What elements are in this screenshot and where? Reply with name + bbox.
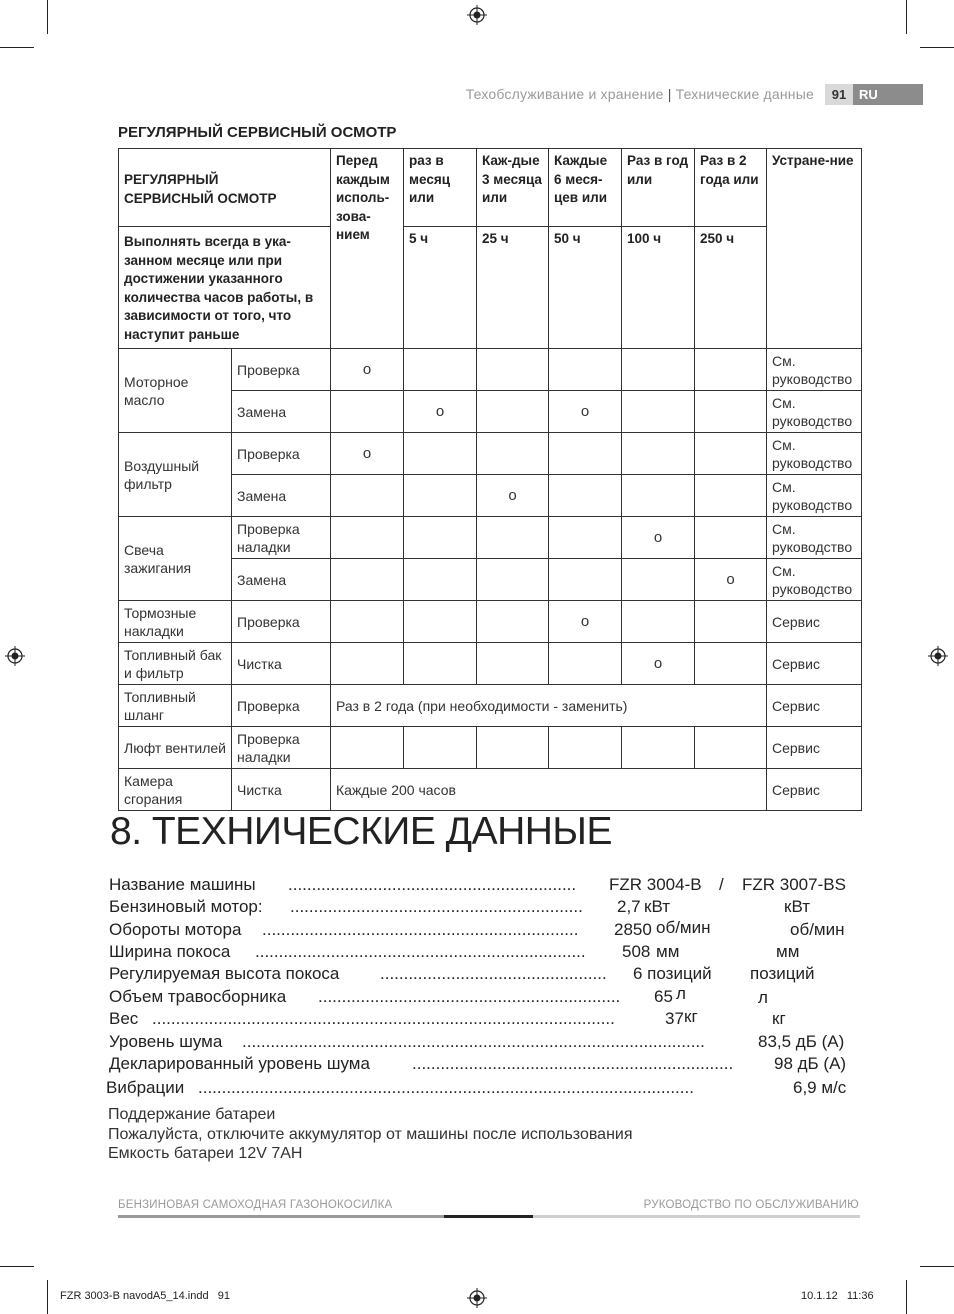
- table-row: [119, 643, 862, 685]
- spec-unit-alt: мм: [776, 942, 800, 961]
- item-cell: Моторное масло: [119, 349, 232, 433]
- header-section: Техобслуживание и хранение: [465, 86, 664, 102]
- interval-mark: o: [404, 391, 477, 433]
- crop-mark: [0, 47, 34, 48]
- page-number: 91: [825, 84, 853, 105]
- hours-5: 5 ч: [404, 227, 477, 349]
- task-cell: Проверка: [232, 433, 331, 475]
- hours-50: 50 ч: [549, 227, 622, 349]
- spec-value-alt: FZR 3007-BS: [742, 875, 846, 894]
- remedy-cell: См. руководство: [767, 391, 862, 433]
- footer-rule: [533, 1215, 860, 1218]
- interval-note: Раз в 2 года (при необходимости - заменить): [331, 685, 767, 727]
- running-header: [466, 86, 814, 102]
- interval-note: Каждые 200 часов: [331, 769, 767, 811]
- task-cell: Проверка наладки: [232, 727, 331, 769]
- remedy-cell: Сервис: [767, 643, 862, 685]
- spec-label: Регулируемая высота покоса: [109, 964, 340, 983]
- item-cell: Воздушный фильтр: [119, 433, 232, 517]
- task-cell: Проверка: [232, 685, 331, 727]
- spec-value: 2850: [614, 920, 652, 939]
- interval-mark: o: [549, 391, 622, 433]
- spec-dots: ..................................................................................................: [152, 1009, 615, 1028]
- remedy-cell: См. руководство: [767, 433, 862, 475]
- spec-unit-alt: кВт: [784, 897, 810, 916]
- remedy-cell: См. руководство: [767, 349, 862, 391]
- spec-label: Вибрации: [106, 1078, 185, 1097]
- crop-mark: [920, 1266, 954, 1267]
- section-title: РЕГУЛЯРНЫЙ СЕРВИСНЫЙ ОСМОТР: [118, 124, 397, 141]
- col-3-months: Каж-дые 3 месяца или: [477, 149, 549, 227]
- spec-label: Бензиновый мотор:: [109, 897, 263, 916]
- item-cell: Камера сгорания: [119, 769, 232, 811]
- spec-value: 37: [665, 1009, 684, 1028]
- crop-mark: [906, 1280, 907, 1314]
- chapter-title: 8. ТЕХНИЧЕСКИЕ ДАННЫЕ: [110, 810, 612, 853]
- interval-mark: o: [477, 475, 549, 517]
- col-monthly: раз в месяц или: [404, 149, 477, 227]
- table-header-label: РЕГУЛЯРНЫЙ СЕРВИСНЫЙ ОСМОТР: [119, 149, 331, 227]
- spec-value: FZR 3004-B: [609, 875, 702, 894]
- footer-right: РУКОВОДСТВО ПО ОБСЛУЖИВАНИЮ: [643, 1199, 859, 1211]
- crop-mark: [47, 0, 48, 34]
- remedy-cell: См. руководство: [767, 475, 862, 517]
- registration-mark-icon: [928, 646, 948, 666]
- spec-unit: мм: [656, 942, 680, 961]
- spec-unit: кВт: [644, 897, 670, 916]
- spec-value: 508: [622, 942, 651, 961]
- crop-mark: [47, 1280, 48, 1314]
- item-cell: Топливный бак и фильтр: [119, 643, 232, 685]
- item-cell: Тормозные накладки: [119, 601, 232, 643]
- item-cell: Топливный шланг: [119, 685, 232, 727]
- spec-unit-alt: об/мин: [790, 920, 845, 939]
- spec-label: Уровень шума: [109, 1032, 223, 1051]
- item-cell: Люфт вентилей: [119, 727, 232, 769]
- spec-dots: .........................................................................................................: [198, 1078, 694, 1097]
- col-6-months: Каждые 6 меся-цев или: [549, 149, 622, 227]
- remedy-cell: Сервис: [767, 601, 862, 643]
- table-header-note: Выполнять всегда в ука-занном месяце или при достижении указанного количества часов работы, в зависимости от того, что наступит раньше: [119, 227, 331, 349]
- spec-unit-alt: л: [758, 988, 768, 1007]
- spec-unit-alt: кг: [772, 1009, 786, 1028]
- task-cell: Чистка: [232, 769, 331, 811]
- remedy-cell: Сервис: [767, 769, 862, 811]
- crop-mark: [920, 47, 954, 48]
- spec-row: [109, 875, 256, 895]
- col-yearly: Раз в год или: [622, 149, 695, 227]
- spec-dots: ...................................................................: [262, 920, 579, 939]
- interval-mark: o: [331, 349, 404, 391]
- task-cell: Чистка: [232, 643, 331, 685]
- item-cell: Свеча зажигания: [119, 517, 232, 601]
- task-cell: Проверка: [232, 601, 331, 643]
- spec-value-alt: 6,9 м/с: [793, 1078, 847, 1097]
- spec-dots: ....................................................................: [412, 1054, 734, 1073]
- footer-left: БЕНЗИНОВАЯ САМОХОДНАЯ ГАЗОНОКОСИЛКА: [118, 1199, 393, 1211]
- spec-separator: /: [719, 875, 724, 894]
- crop-mark: [0, 1266, 34, 1267]
- spec-label: Ширина покоса: [109, 942, 231, 961]
- spec-label: Название машины: [109, 875, 256, 894]
- battery-note: Емкость батареи 12V 7AH: [108, 1145, 303, 1162]
- spec-label: Декларированный уровень шума: [109, 1054, 370, 1073]
- hours-250: 250 ч: [695, 227, 767, 349]
- interval-mark: o: [695, 559, 767, 601]
- remedy-cell: Сервис: [767, 685, 862, 727]
- spec-value-alt: 83,5 дБ (А): [758, 1032, 845, 1051]
- spec-label: Объем травосборника: [109, 987, 287, 1006]
- registration-mark-icon: [5, 646, 25, 666]
- spec-dots: ..................................................................................................: [242, 1032, 705, 1051]
- crop-mark: [906, 0, 907, 34]
- task-cell: Замена: [232, 475, 331, 517]
- spec-unit: кг: [684, 1007, 698, 1026]
- interval-mark: o: [622, 517, 695, 559]
- spec-unit: об/мин: [656, 918, 711, 937]
- spec-value: 65: [654, 987, 673, 1006]
- interval-mark: o: [622, 643, 695, 685]
- spec-label: Обороты мотора: [109, 920, 242, 939]
- spec-value: 6 позиций: [633, 964, 712, 983]
- col-2-years: Раз в 2 года или: [695, 149, 767, 227]
- print-slug-file: FZR 3003-B navodA5_14.indd 91: [60, 1290, 231, 1302]
- interval-mark: o: [549, 601, 622, 643]
- spec-dots: ..............................................................: [290, 897, 583, 916]
- task-cell: Замена: [232, 391, 331, 433]
- header-chapter: Технические данные: [675, 86, 814, 102]
- battery-note: Пожалуйста, отключите аккумулятор от машины после использования: [108, 1126, 633, 1143]
- col-remedy: Устране-ние: [767, 149, 862, 349]
- remedy-cell: См. руководство: [767, 559, 862, 601]
- spec-value-alt: 98 дБ (А): [774, 1054, 847, 1073]
- hours-25: 25 ч: [477, 227, 549, 349]
- header-separator: |: [667, 86, 672, 102]
- table-row: [119, 601, 862, 643]
- battery-note: Поддержание батареи: [108, 1106, 276, 1123]
- registration-mark-icon: [467, 1288, 487, 1308]
- table-row: [119, 685, 862, 727]
- footer-rule: [118, 1215, 444, 1218]
- interval-mark: o: [331, 433, 404, 475]
- remedy-cell: Сервис: [767, 727, 862, 769]
- col-before-each-use: Перед каждым исполь-зова-нием: [331, 149, 404, 349]
- spec-dots: ......................................................................: [255, 942, 586, 961]
- table-row: [119, 517, 862, 559]
- registration-mark-icon: [467, 5, 487, 25]
- task-cell: Проверка: [232, 349, 331, 391]
- spec-dots: ................................................................: [318, 987, 621, 1006]
- print-slug-date: 10.1.12 11:36: [801, 1290, 874, 1302]
- task-cell: Замена: [232, 559, 331, 601]
- spec-unit-alt: позиций: [750, 964, 815, 983]
- spec-unit: л: [676, 984, 686, 1003]
- table-row: [119, 433, 862, 475]
- footer-rule-accent: [444, 1215, 533, 1218]
- table-row: [119, 349, 862, 391]
- task-cell: Проверка наладки: [232, 517, 331, 559]
- spec-dots: ................................................: [380, 964, 607, 983]
- spec-label: Вес: [109, 1009, 139, 1028]
- table-row: [119, 727, 862, 769]
- remedy-cell: См. руководство: [767, 517, 862, 559]
- spec-dots: .............................................................: [288, 875, 577, 894]
- table-row: [119, 769, 862, 811]
- spec-value: 2,7: [617, 897, 641, 916]
- hours-100: 100 ч: [622, 227, 695, 349]
- language-badge: RU: [853, 84, 923, 105]
- service-table: [118, 148, 862, 811]
